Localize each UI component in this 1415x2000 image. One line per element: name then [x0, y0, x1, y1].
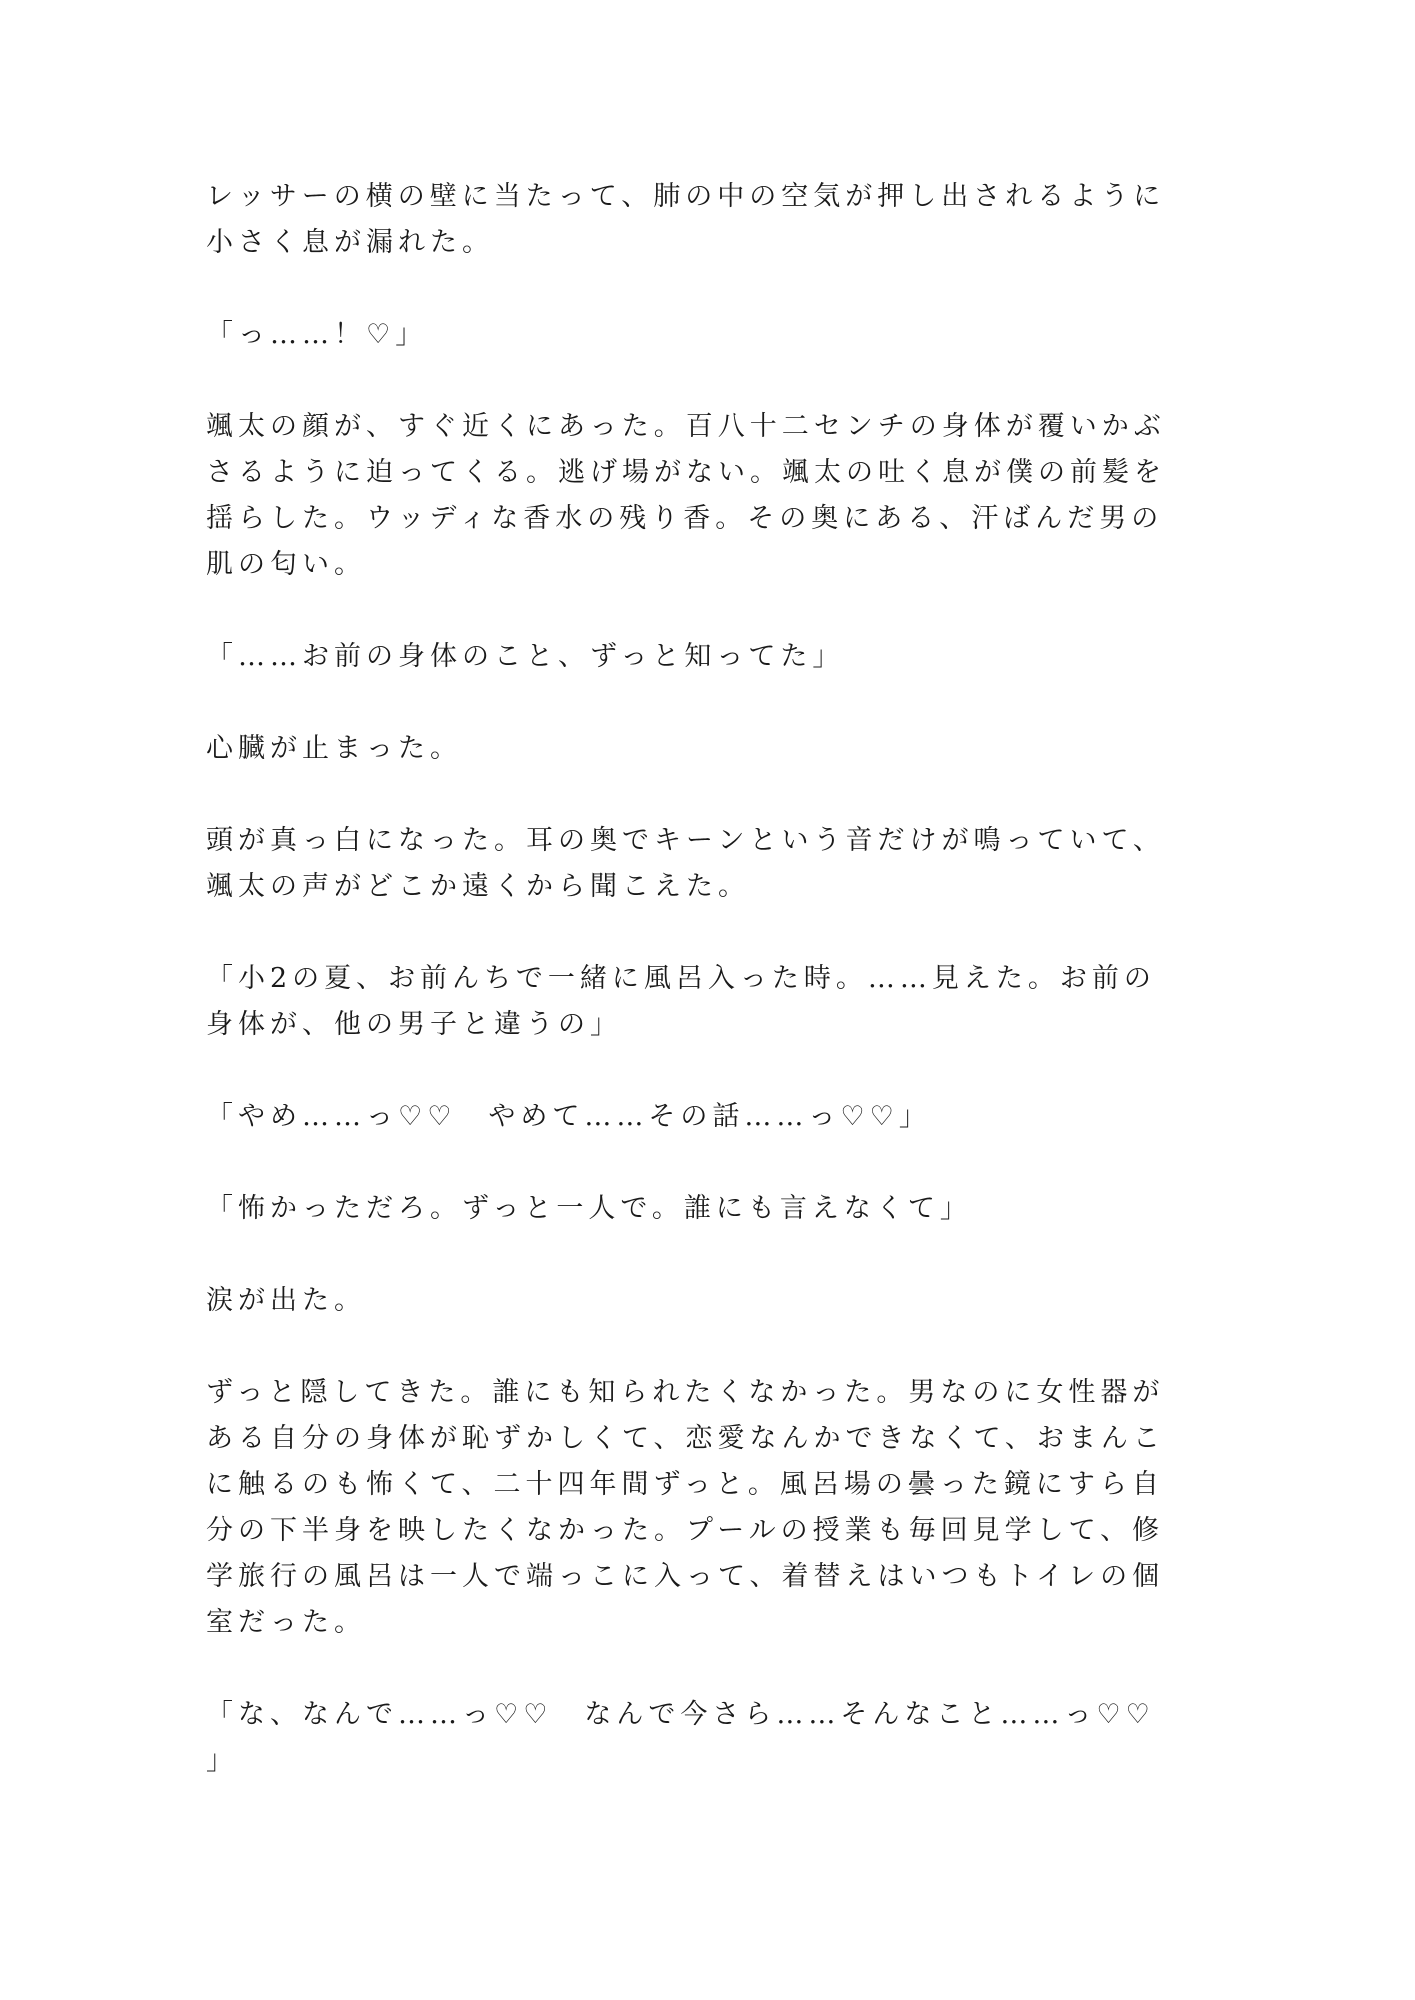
text-line: 涙が出た。	[206, 1285, 366, 1316]
text-line: 頭が真っ白になった。耳の奥でキーンという音だけが鳴っていて、	[206, 825, 1165, 856]
paragraph	[206, 404, 1186, 588]
paragraph	[206, 1278, 1186, 1324]
text-line: に触るのも怖くて、二十四年間ずっと。風呂場の曇った鏡にすら自	[206, 1469, 1164, 1500]
paragraph	[206, 1370, 1186, 1646]
text-line: 揺らした。ウッディな香水の残り香。その奥にある、汗ばんだ男の	[206, 503, 1164, 534]
text-line: 学旅行の風呂は一人で端っこに入って、着替えはいつもトイレの個	[206, 1561, 1165, 1592]
text-line: 颯太の顔が、すぐ近くにあった。百八十二センチの身体が覆いかぶ	[206, 411, 1166, 442]
paragraph	[206, 818, 1186, 910]
paragraph	[206, 1692, 1186, 1784]
paragraph	[206, 1186, 1186, 1232]
text-line: 」	[206, 1745, 238, 1776]
text-line: 肌の匂い。	[206, 549, 366, 580]
text-line: 「やめ……っ♡♡ やめて……その話……っ♡♡」	[206, 1101, 931, 1132]
paragraph	[206, 174, 1186, 266]
text-line: 「小2の夏、お前んちで一緒に風呂入った時。……見えた。お前の	[206, 963, 1156, 994]
paragraph	[206, 312, 1186, 358]
text-line: 分の下半身を映したくなかった。プールの授業も毎回見学して、修	[206, 1515, 1165, 1546]
text-line: ずっと隠してきた。誰にも知られたくなかった。男なのに女性器が	[206, 1377, 1165, 1408]
document-page	[206, 174, 1186, 1830]
text-line: 小さく息が漏れた。	[206, 227, 494, 258]
text-line: 室だった。	[206, 1607, 366, 1638]
paragraph	[206, 634, 1186, 680]
text-line: 「な、なんで……っ♡♡ なんで今さら……そんなこと……っ♡♡	[206, 1699, 1155, 1730]
text-line: さるように迫ってくる。逃げ場がない。颯太の吐く息が僕の前髪を	[206, 457, 1166, 488]
text-line: 身体が、他の男子と違うの」	[206, 1009, 622, 1040]
text-line: 「……お前の身体のこと、ずっと知ってた」	[206, 641, 845, 672]
paragraph	[206, 1094, 1186, 1140]
paragraph	[206, 726, 1186, 772]
text-line: 颯太の声がどこか遠くから聞こえた。	[206, 871, 750, 902]
paragraph	[206, 956, 1186, 1048]
text-line: 「怖かっただろ。ずっと一人で。誰にも言えなくて」	[206, 1193, 972, 1224]
text-line: ある自分の身体が恥ずかしくて、恋愛なんかできなくて、おまんこ	[206, 1423, 1165, 1454]
text-line: レッサーの横の壁に当たって、肺の中の空気が押し出されるように	[206, 181, 1166, 212]
text-line: 「っ……！♡」	[206, 319, 428, 350]
text-line: 心臓が止まった。	[206, 733, 462, 764]
